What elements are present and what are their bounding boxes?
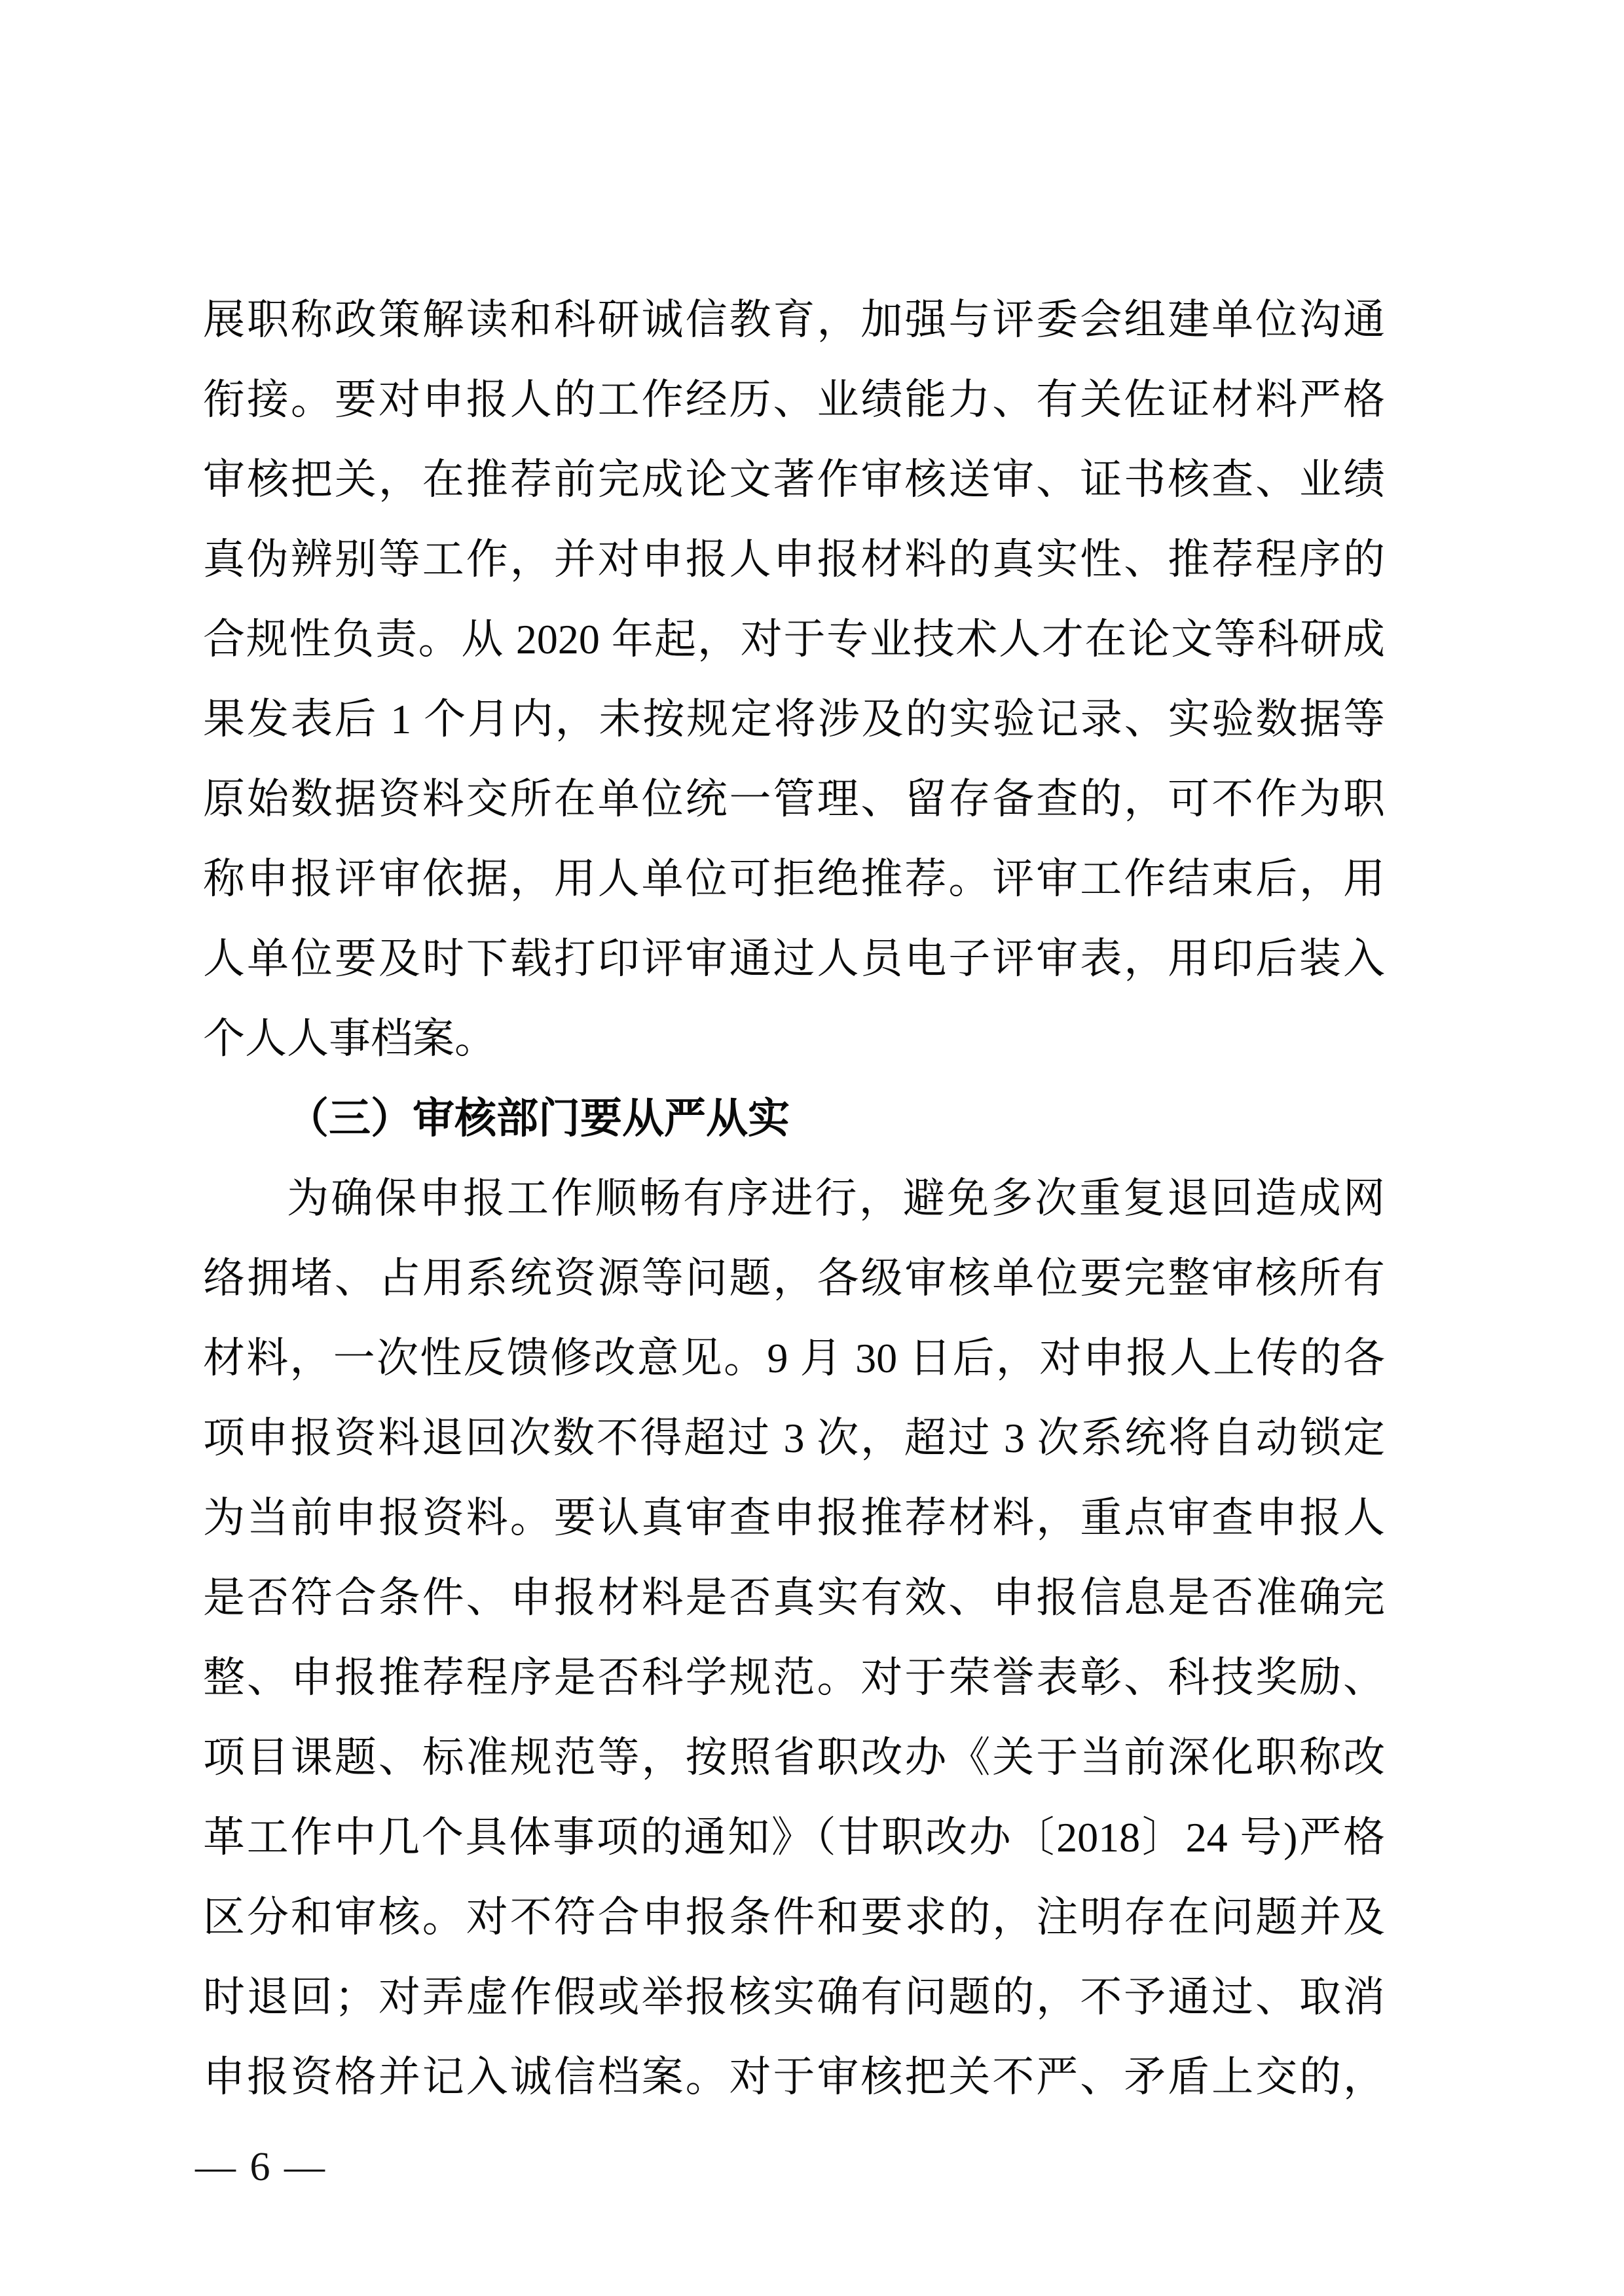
paragraph-line: 是否符合条件、申报材料是否真实有效、申报信息是否准确完 [203,1575,1385,1621]
paragraph-line: 为当前申报资料。要认真审查申报推荐材料，重点审查申报人 [203,1495,1385,1541]
paragraph-line: 项申报资料退回次数不得超过 3 次，超过 3 次系统将自动锁定 [203,1415,1385,1461]
paragraph-line: 为确保申报工作顺畅有序进行，避免多次重复退回造成网 [287,1175,1385,1222]
paragraph-line: 申报资格并记入诚信档案。对于审核把关不严、矛盾上交的， [203,2054,1385,2100]
paragraph-line: 区分和审核。对不符合申报条件和要求的，注明存在问题并及 [203,1894,1385,1941]
paragraph-line: 审核把关，在推荐前完成论文著作审核送审、证书核查、业绩 [203,456,1385,503]
paragraph-line: 人单位要及时下载打印评审通过人员电子评审表，用印后装入 [203,936,1385,982]
paragraph-line: 整、申报推荐程序是否科学规范。对于荣誉表彰、科技奖励、 [203,1654,1385,1701]
section-heading: （三）审核部门要从严从实 [287,1095,790,1142]
paragraph-line: 革工作中几个具体事项的通知》（甘职改办〔2018〕24 号)严格 [203,1814,1385,1861]
paragraph-line: 项目课题、标准规范等，按照省职改办《关于当前深化职称改 [203,1734,1385,1781]
paragraph-line: 时退回；对弄虚作假或举报核实确有问题的，不予通过、取消 [203,1974,1385,2020]
page-footer [195,2140,327,2195]
paragraph-line: 材料，一次性反馈修改意见。9 月 30 日后，对申报人上传的各 [203,1335,1385,1381]
paragraph-line: 原始数据资料交所在单位统一管理、留存备查的，可不作为职 [203,776,1385,822]
paragraph-line: 个人人事档案。 [203,1015,496,1062]
document-body [203,280,1385,2117]
paragraph-line: 络拥堵、占用系统资源等问题，各级审核单位要完整审核所有 [203,1255,1385,1302]
paragraph-line: 衔接。要对申报人的工作经历、业绩能力、有关佐证材料严格 [203,376,1385,423]
paragraph-line: 果发表后 1 个月内，未按规定将涉及的实验记录、实验数据等 [203,696,1385,742]
paragraph-line: 真伪辨别等工作，并对申报人申报材料的真实性、推荐程序的 [203,536,1385,583]
paragraph-line: 称申报评审依据，用人单位可拒绝推荐。评审工作结束后，用 [203,856,1385,902]
page-number: — 6 — [195,2145,327,2189]
paragraph-line: 合规性负责。从 2020 年起，对于专业技术人才在论文等科研成 [203,616,1385,663]
paragraph-line: 展职称政策解读和科研诚信教育，加强与评委会组建单位沟通 [203,297,1385,343]
